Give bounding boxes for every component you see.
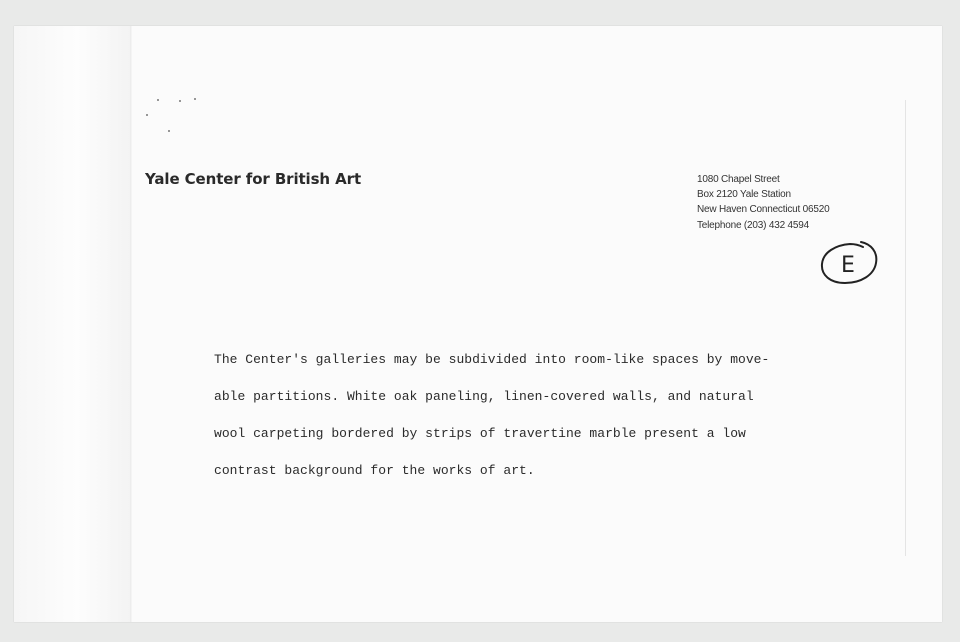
handwritten-circle-icon xyxy=(817,236,879,288)
typed-paragraph xyxy=(214,341,894,489)
letterhead-address xyxy=(697,172,829,233)
address-line: Telephone (203) 432 4594 xyxy=(697,219,809,231)
paper-speck xyxy=(146,114,148,116)
address-line: 1080 Chapel Street xyxy=(697,174,780,185)
paragraph-line: able partitions. White oak paneling, linen-covered walls, and natural xyxy=(214,389,754,404)
paper-edge-line xyxy=(905,100,906,556)
paper-speck xyxy=(194,98,196,100)
address-line: New Haven Connecticut 06520 xyxy=(697,204,830,216)
circled-letter: E xyxy=(841,253,855,278)
paragraph-line: The Center's galleries may be subdivided into room-like spaces by move- xyxy=(214,352,770,367)
paper-speck xyxy=(179,100,181,102)
folded-edge-strip xyxy=(14,26,130,622)
paragraph-line: wool carpeting bordered by strips of travertine marble present a low xyxy=(214,426,746,441)
address-line: Box 2120 Yale Station xyxy=(697,189,791,201)
circled-letter-annotation xyxy=(817,236,879,288)
fold-line xyxy=(130,26,132,622)
letterhead-institution-name: Yale Center for British Art xyxy=(145,170,362,188)
paper-speck xyxy=(168,130,170,132)
paper-speck xyxy=(157,99,159,101)
document-sheet xyxy=(14,26,942,622)
paragraph-line: contrast background for the works of art. xyxy=(214,463,535,478)
